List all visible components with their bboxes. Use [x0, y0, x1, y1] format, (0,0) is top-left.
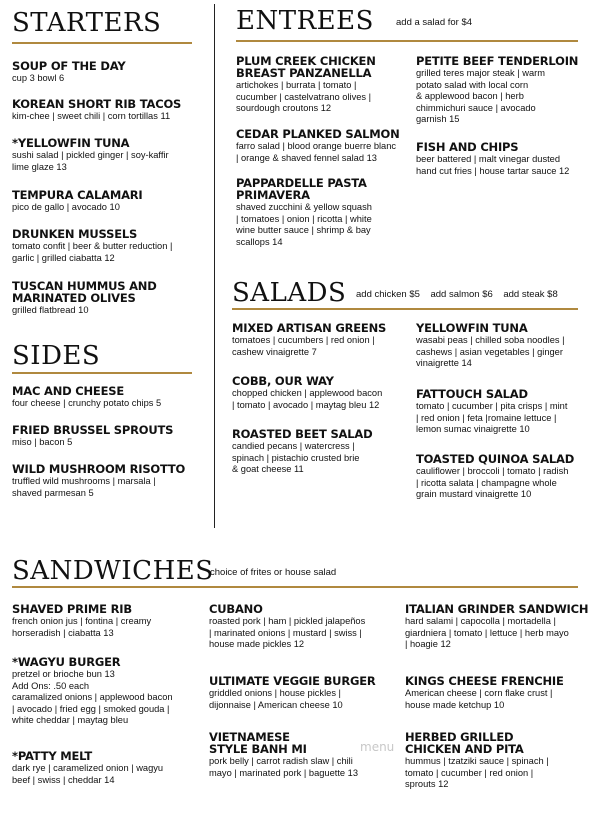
salads-section — [232, 280, 346, 306]
item-name: PETITE BEEF TENDERLOIN — [416, 54, 579, 68]
item-desc: American cheese | corn flake crust | house made ketchup 10 — [405, 688, 553, 710]
sandwiches-title: SANDWICHES — [12, 556, 214, 586]
salads-rule — [232, 308, 578, 310]
menu-item — [12, 189, 143, 214]
menu-item — [12, 603, 151, 639]
item-name: YELLOWFIN TUNA — [416, 321, 528, 335]
menu-item — [416, 388, 567, 436]
menu-item — [12, 137, 169, 173]
menu-item — [405, 731, 549, 791]
menu-item — [236, 55, 376, 115]
item-desc: dark rye | caramelized onion | wagyu beef | swiss | cheddar 14 — [12, 763, 164, 785]
item-desc: griddled onions | house pickles | dijonnaise | American cheese 10 — [209, 688, 343, 710]
item-name: MAC AND CHEESE — [12, 384, 124, 398]
item-name: TUSCAN HUMMUS AND MARINATED OLIVES — [12, 279, 157, 305]
menu-item — [209, 731, 358, 779]
menu-item — [232, 428, 372, 476]
item-desc: grilled teres major steak | warm potato salad with local corn & applewood bacon | herb chimmichuri sauce | avocado garnish 15 — [416, 68, 545, 124]
salads-title: SALADS — [232, 278, 347, 308]
menu-item — [12, 228, 172, 264]
item-desc: tomato confit | beer & butter reduction | garlic | grilled ciabatta 12 — [12, 241, 173, 263]
item-name: PLUM CREEK CHICKEN BREAST PANZANELLA — [236, 54, 376, 80]
item-desc: hummus | tzatziki sauce | spinach | tomato | cucumber | red onion | sprouts 12 — [405, 756, 549, 789]
menu-item — [416, 55, 578, 126]
item-desc: truffled wild mushrooms | marsala | shaved parmesan 5 — [12, 476, 156, 498]
entrees-note: add a salad for $4 — [396, 17, 473, 28]
menu-item — [12, 385, 161, 410]
menu-item — [12, 750, 163, 786]
item-desc: shaved zucchini & yellow squash | tomatoes | onion | ricotta | white wine butter sauce | shrimp & bay scallops 14 — [236, 202, 372, 247]
item-name: ROASTED BEET SALAD — [232, 427, 373, 441]
item-desc: chopped chicken | applewood bacon | tomato | avocado | maytag bleu 12 — [232, 388, 383, 410]
item-name: *YELLOWFIN TUNA — [12, 136, 130, 150]
item-desc: pretzel or brioche bun 13 Add Ons: .50 each caramalized onions | applewood bacon | avocado | fried egg | smoked gouda | white cheddar | maytag bleu — [12, 669, 173, 725]
item-name: CEDAR PLANKED SALMON — [236, 127, 400, 141]
starters-section — [12, 10, 161, 36]
menu-item — [416, 141, 569, 177]
entrees-rule — [236, 40, 578, 42]
item-name: CUBANO — [209, 602, 263, 616]
item-name: ULTIMATE VEGGIE BURGER — [209, 674, 376, 688]
salads-note: add chicken $5 add salmon $6 add steak $8 — [356, 289, 558, 300]
menu-item — [405, 603, 588, 651]
sandwiches-note: choice of frites or house salad — [210, 567, 337, 578]
item-desc: beer battered | malt vinegar dusted hand cut fries | house tartar sauce 12 — [416, 154, 570, 176]
menu-item — [12, 280, 157, 317]
item-name: FRIED BRUSSEL SPROUTS — [12, 423, 174, 437]
item-desc: tomato | cucumber | pita crisps | mint | red onion | feta |romaine lettuce | lemon sumac vinaigrette 10 — [416, 401, 568, 434]
item-desc: pork belly | carrot radish slaw | chili mayo | marinated pork | baguette 13 — [209, 756, 359, 778]
item-desc: wasabi peas | chilled soba noodles | cashews | asian vegetables | ginger vinaigrette 14 — [416, 335, 565, 368]
column-divider — [214, 4, 215, 528]
item-name: KOREAN SHORT RIB TACOS — [12, 97, 182, 111]
menu-item — [232, 375, 382, 411]
item-name: WILD MUSHROOM RISOTTO — [12, 462, 186, 476]
starters-rule — [12, 42, 192, 44]
menu-item — [209, 675, 376, 711]
item-desc: french onion jus | fontina | creamy horseradish | ciabatta 13 — [12, 616, 152, 638]
item-desc: cup 3 bowl 6 — [12, 73, 65, 83]
sides-title: SIDES — [12, 341, 101, 371]
item-name: HERBED GRILLED CHICKEN AND PITA — [405, 730, 524, 756]
sandwiches-section — [12, 558, 214, 584]
watermark: menu — [360, 740, 395, 754]
item-name: *WAGYU BURGER — [12, 655, 121, 669]
item-desc: roasted pork | ham | pickled jalapeños | marinated onions | mustard | swiss | house made pickles 12 — [209, 616, 366, 649]
menu-item — [12, 656, 173, 727]
item-name: TEMPURA CALAMARI — [12, 188, 143, 202]
item-desc: four cheese | crunchy potato chips 5 — [12, 398, 162, 408]
item-desc: tomatoes | cucumbers | red onion | cashew vinaigrette 7 — [232, 335, 375, 357]
menu-item — [416, 322, 565, 370]
item-name: ITALIAN GRINDER SANDWICH — [405, 602, 589, 616]
entrees-title: ENTREES — [236, 6, 374, 36]
item-desc: sushi salad | pickled ginger | soy-kaffir lime glaze 13 — [12, 150, 169, 172]
item-name: *PATTY MELT — [12, 749, 93, 763]
item-desc: artichokes | burrata | tomato | cucumber | castelvatrano olives | sourdough croutons 12 — [236, 80, 372, 113]
item-name: VIETNAMESE STYLE BANH MI — [209, 730, 307, 756]
menu-item — [232, 322, 386, 358]
starters-title: STARTERS — [12, 8, 162, 38]
menu-item — [12, 463, 185, 499]
item-desc: kim-chee | sweet chili | corn tortillas 11 — [12, 111, 171, 121]
item-desc: cauliflower | broccoli | tomato | radish | ricotta salata | champagne whole grain mustard vinaigrette 10 — [416, 466, 569, 499]
menu-item — [209, 603, 365, 651]
item-name: MIXED ARTISAN GREENS — [232, 321, 387, 335]
item-name: FISH AND CHIPS — [416, 140, 519, 154]
item-name: COBB, OUR WAY — [232, 374, 334, 388]
menu-item — [416, 453, 574, 501]
item-desc: grilled flatbread 10 — [12, 305, 89, 315]
sides-section — [12, 343, 100, 369]
item-name: KINGS CHEESE FRENCHIE — [405, 674, 564, 688]
item-name: FATTOUCH SALAD — [416, 387, 528, 401]
menu-item — [236, 177, 372, 248]
sides-rule — [12, 372, 192, 374]
menu-item — [12, 60, 125, 85]
item-desc: farro salad | blood orange buerre blanc | orange & shaved fennel salad 13 — [236, 141, 397, 163]
menu-item — [405, 675, 564, 711]
item-name: PAPPARDELLE PASTA PRIMAVERA — [236, 176, 367, 202]
item-desc: pico de gallo | avocado 10 — [12, 202, 120, 212]
menu-item — [236, 128, 400, 164]
menu-item — [12, 98, 181, 123]
item-desc: hard salami | capocolla | mortadella | giardniera | tomato | lettuce | herb mayo | hoagie 12 — [405, 616, 569, 649]
item-name: TOASTED QUINOA SALAD — [416, 452, 575, 466]
item-desc: candied pecans | watercress | spinach | pistachio crusted brie & goat cheese 11 — [232, 441, 360, 474]
item-desc: miso | bacon 5 — [12, 437, 73, 447]
item-name: DRUNKEN MUSSELS — [12, 227, 138, 241]
item-name: SHAVED PRIME RIB — [12, 602, 132, 616]
item-name: SOUP OF THE DAY — [12, 59, 126, 73]
menu-item — [12, 424, 173, 449]
entrees-section — [236, 8, 374, 34]
sandwiches-rule — [12, 586, 578, 588]
